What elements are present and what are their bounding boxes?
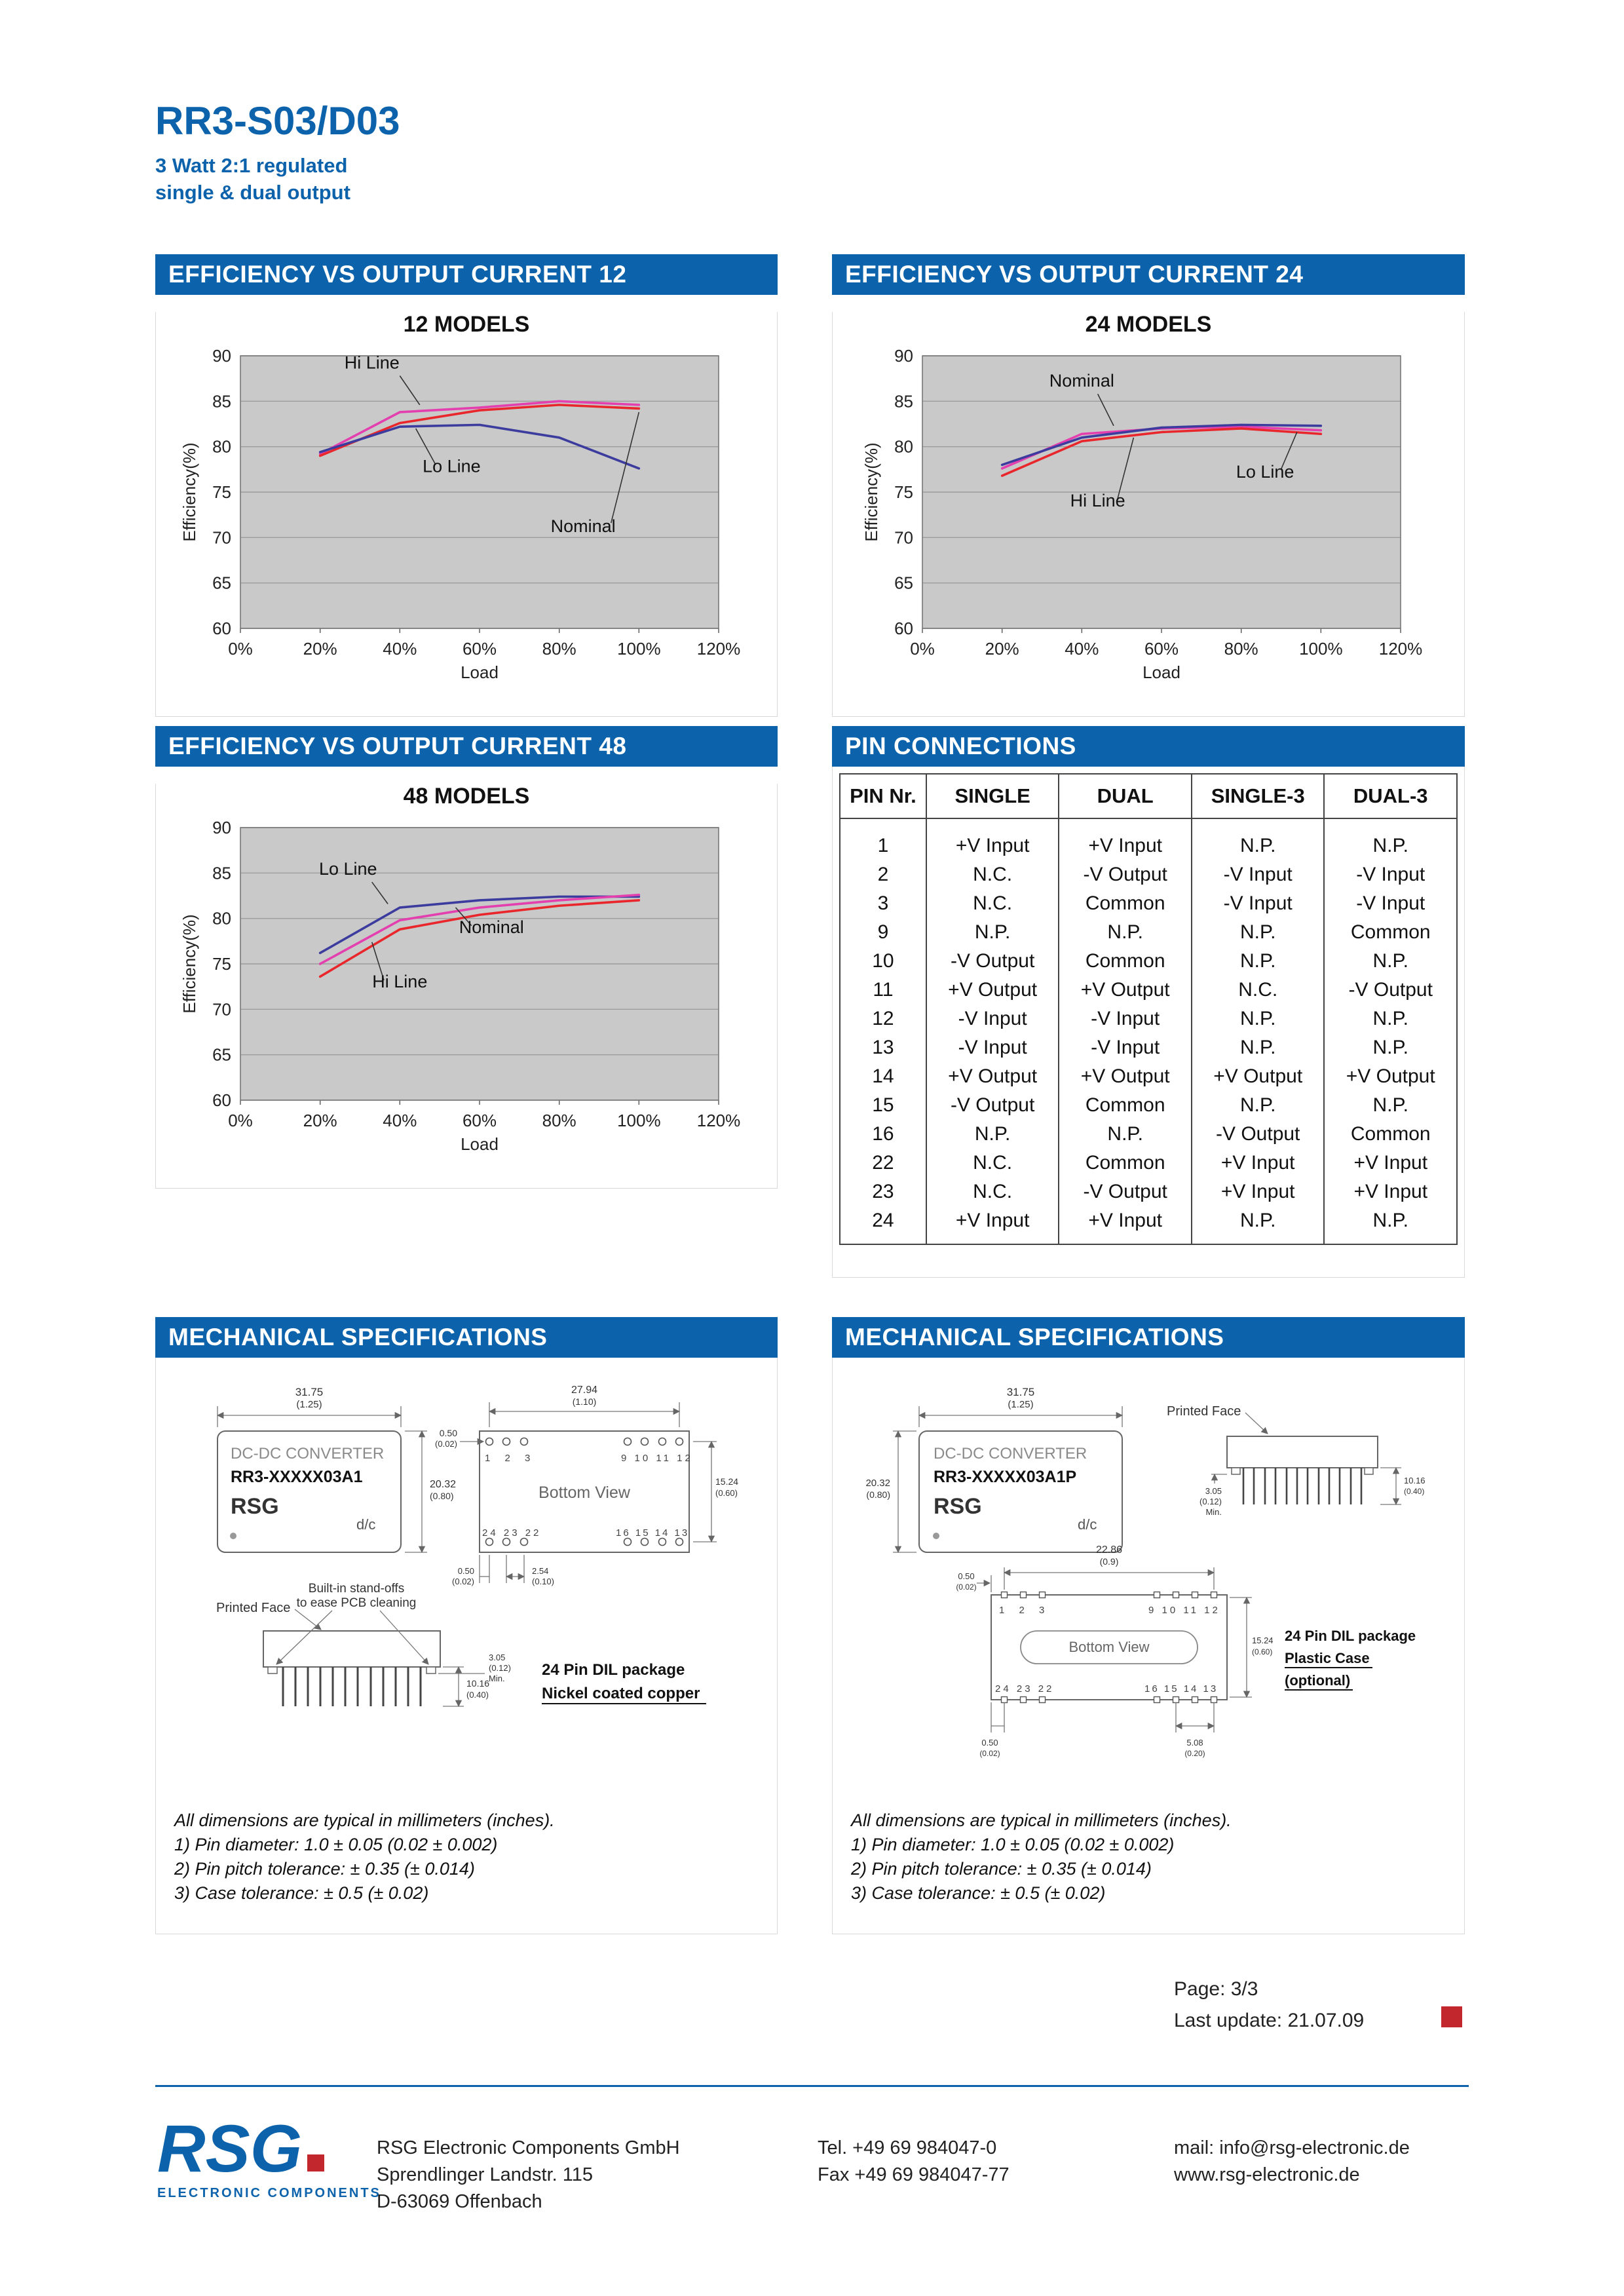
pin-table-row: 2 N.C. -V Output -V Input -V Input xyxy=(840,860,1457,889)
svg-text:Nominal: Nominal xyxy=(550,516,616,537)
note-line: 1) Pin diameter: 1.0 ± 0.05 (0.02 ± 0.002) xyxy=(174,1835,498,1854)
svg-text:100%: 100% xyxy=(1299,639,1343,659)
dim-bv-width-in: (1.10) xyxy=(572,1396,597,1407)
dim-width-mm: 31.75 xyxy=(295,1386,324,1398)
mechanical-drawing-nickel-package xyxy=(178,1379,755,1772)
dim-pin-length-mm: 10.16 xyxy=(466,1678,490,1689)
product-subtitle xyxy=(155,153,400,206)
panel-body xyxy=(832,1358,1465,1934)
dim-pin-length-in: (0.40) xyxy=(1404,1487,1425,1496)
svg-text:70: 70 xyxy=(212,527,231,548)
svg-text:65: 65 xyxy=(212,573,231,593)
pin-table-row: 12 -V Input -V Input N.P. N.P. xyxy=(840,1004,1457,1033)
svg-text:Lo Line: Lo Line xyxy=(1236,461,1294,482)
pin1-marker xyxy=(230,1533,236,1539)
svg-text:Load: Load xyxy=(461,662,499,682)
panel-header-efficiency-12: EFFICIENCY VS OUTPUT CURRENT 12 xyxy=(155,254,778,295)
dim-bv-width-mm: 27.94 xyxy=(571,1385,598,1396)
svg-text:75: 75 xyxy=(212,954,231,974)
email-link[interactable]: mail: info@rsg-electronic.de xyxy=(1174,2137,1410,2158)
svg-text:60: 60 xyxy=(212,619,231,638)
top-view xyxy=(919,1431,1122,1552)
phone-number: Tel. +49 69 984047-0 xyxy=(818,2137,997,2158)
package-caption-line2: Nickel coated copper xyxy=(542,1685,700,1702)
footer-meta xyxy=(1174,1974,1364,2037)
dim-height-mm: 20.32 xyxy=(865,1478,890,1489)
pin-table-header-cell: DUAL-3 xyxy=(1324,774,1457,818)
svg-text:100%: 100% xyxy=(617,1111,661,1130)
side-view-outline xyxy=(1227,1436,1378,1468)
dim-standoff-in: (0.12) xyxy=(1199,1497,1222,1506)
panel-pin-connections xyxy=(832,726,1465,1278)
note-line: 1) Pin diameter: 1.0 ± 0.05 (0.02 ± 0.002) xyxy=(851,1835,1175,1854)
svg-text:Load: Load xyxy=(461,1134,499,1154)
dim-height-in: (0.80) xyxy=(866,1489,890,1500)
svg-text:60: 60 xyxy=(212,1090,231,1110)
panel-efficiency-48 xyxy=(155,726,778,1189)
logo-wordmark xyxy=(157,2111,381,2186)
svg-text:90: 90 xyxy=(212,818,231,837)
svg-text:120%: 120% xyxy=(1378,639,1423,659)
note-line: 3) Case tolerance: ± 0.5 (± 0.02) xyxy=(851,1883,1106,1903)
pin-table-header-cell: SINGLE-3 xyxy=(1192,774,1325,818)
company-street: Sprendlinger Landstr. 115 xyxy=(377,2164,593,2185)
pin-numbers-top-right: 9 10 11 12 xyxy=(621,1453,693,1464)
dim-bv-height-in: (0.60) xyxy=(1252,1647,1273,1656)
standoff-note-line1: Built-in stand-offs xyxy=(308,1582,405,1596)
side-view-pins xyxy=(283,1667,421,1706)
top-view-converter-label: DC-DC CONVERTER xyxy=(231,1445,385,1463)
dim-pin-length-mm: 10.16 xyxy=(1404,1476,1426,1485)
panel-body xyxy=(155,312,778,717)
panel-header-efficiency-48: EFFICIENCY VS OUTPUT CURRENT 48 xyxy=(155,726,778,767)
top-view-dc-label: d/c xyxy=(1078,1516,1097,1533)
panel-body xyxy=(832,312,1465,717)
svg-text:Nominal: Nominal xyxy=(459,917,524,937)
top-view-brand: RSG xyxy=(934,1494,982,1519)
package-caption-line2: Plastic Case xyxy=(1285,1650,1370,1666)
svg-text:80%: 80% xyxy=(542,639,576,659)
dim-pin-length-in: (0.40) xyxy=(466,1690,489,1700)
printed-face-leader xyxy=(1245,1413,1268,1434)
svg-text:Efficiency(%): Efficiency(%) xyxy=(179,914,199,1014)
svg-text:80%: 80% xyxy=(1224,639,1258,659)
bottom-view-label: Bottom View xyxy=(538,1483,630,1502)
panel-mechanical-nickel xyxy=(155,1317,778,1934)
side-view-outline xyxy=(263,1631,440,1667)
pin-table-row: 15 -V Output Common N.P. N.P. xyxy=(840,1091,1457,1120)
svg-text:Efficiency(%): Efficiency(%) xyxy=(179,442,199,542)
svg-text:75: 75 xyxy=(212,482,231,502)
printed-face-leader xyxy=(295,1609,321,1630)
rsg-logo xyxy=(157,2111,381,2201)
dim-bv-height-mm: 15.24 xyxy=(1252,1636,1274,1645)
pin-table-row: 1 +V Input +V Input N.P. N.P. xyxy=(840,818,1457,860)
svg-text:85: 85 xyxy=(212,391,231,411)
standoff-note-line2: to ease PCB cleaning xyxy=(296,1596,417,1610)
pin-table-row: 16 N.P. N.P. -V Output Common xyxy=(840,1120,1457,1149)
dim-standoff-in: (0.12) xyxy=(489,1663,511,1673)
pin-numbers-bottom-right: 16 15 14 13 xyxy=(1144,1683,1218,1694)
dim-edge-in: (0.02) xyxy=(979,1749,1000,1758)
note-line: All dimensions are typical in millimeters (inches). xyxy=(174,1810,555,1830)
svg-text:75: 75 xyxy=(894,482,913,502)
side-view xyxy=(263,1631,440,1706)
pin-table-row: 23 N.C. -V Output +V Input +V Input xyxy=(840,1177,1457,1206)
standoff-foot-left xyxy=(1232,1468,1240,1474)
dim-bv-height-mm: 15.24 xyxy=(715,1476,739,1487)
svg-text:65: 65 xyxy=(894,573,913,593)
company-address xyxy=(377,2135,680,2215)
efficiency-chart-48 xyxy=(178,813,755,1154)
svg-text:70: 70 xyxy=(212,999,231,1020)
pin-table-row: 24 +V Input +V Input N.P. N.P. xyxy=(840,1206,1457,1244)
dim-pitch-mm: 2.54 xyxy=(532,1566,549,1576)
chart-title-12-models: 12 MODELS xyxy=(403,312,530,337)
mechanical-drawing-plastic-package xyxy=(860,1379,1437,1772)
dim-standoff-min: Min. xyxy=(1205,1507,1222,1517)
dimension-notes xyxy=(156,1808,777,1905)
pin-numbers-top-left: 1 2 3 xyxy=(485,1453,537,1464)
note-line: 2) Pin pitch tolerance: ± 0.35 (± 0.014) xyxy=(851,1859,1152,1879)
logo-text: RSG xyxy=(157,2111,303,2186)
chart-title-24-models: 24 MODELS xyxy=(1085,312,1212,337)
company-web xyxy=(1174,2135,1410,2189)
pin-numbers-bottom-left: 24 23 22 xyxy=(995,1683,1055,1694)
red-square-marker xyxy=(1441,2006,1462,2027)
panel-body xyxy=(155,1358,778,1934)
dim-width-mm: 31.75 xyxy=(1006,1386,1035,1398)
top-view-part-number: RR3-XXXXX03A1 xyxy=(231,1468,363,1486)
dim-pitch-mm: 5.08 xyxy=(1186,1738,1203,1748)
svg-text:60%: 60% xyxy=(462,639,497,659)
svg-text:0%: 0% xyxy=(228,1111,253,1130)
package-caption-line1: 24 Pin DIL package xyxy=(542,1661,685,1679)
pin-table-header-row xyxy=(840,774,1457,818)
dim-edge-mm: 0.50 xyxy=(981,1738,998,1748)
top-view xyxy=(217,1431,401,1552)
printed-face-label: Printed Face xyxy=(1167,1404,1241,1419)
last-update: Last update: 21.07.09 xyxy=(1174,2010,1365,2031)
panel-body xyxy=(832,767,1465,1278)
panel-efficiency-12 xyxy=(155,254,778,717)
svg-text:80: 80 xyxy=(894,436,913,457)
svg-text:60%: 60% xyxy=(462,1111,497,1130)
pin-connections-table xyxy=(839,773,1458,1245)
svg-text:90: 90 xyxy=(894,346,913,366)
pin-table-row: 11 +V Output +V Output N.C. -V Output xyxy=(840,976,1457,1004)
panel-header-mechanical-left: MECHANICAL SPECIFICATIONS xyxy=(155,1317,778,1358)
svg-text:Hi Line: Hi Line xyxy=(344,353,400,373)
dim-standoff-mm: 3.05 xyxy=(1205,1486,1222,1496)
panel-body xyxy=(155,784,778,1189)
pin-table-row: 22 N.C. Common +V Input +V Input xyxy=(840,1149,1457,1177)
pin-table-row: 13 -V Input -V Input N.P. N.P. xyxy=(840,1033,1457,1062)
svg-text:0%: 0% xyxy=(910,639,935,659)
chart-title-48-models: 48 MODELS xyxy=(403,784,530,809)
panel-header-mechanical-right: MECHANICAL SPECIFICATIONS xyxy=(832,1317,1465,1358)
dim-standoff-mm: 3.05 xyxy=(489,1653,506,1662)
note-line: 3) Case tolerance: ± 0.5 (± 0.02) xyxy=(174,1883,429,1903)
company-phone xyxy=(818,2135,1010,2189)
top-view-dc-label: d/c xyxy=(356,1516,376,1533)
subtitle-line-2: single & dual output xyxy=(155,180,350,204)
bottom-view-label: Bottom View xyxy=(1068,1639,1150,1655)
note-line: All dimensions are typical in millimeters (inches). xyxy=(851,1810,1232,1830)
standoff-foot-right xyxy=(1365,1468,1373,1474)
svg-text:100%: 100% xyxy=(617,639,661,659)
svg-text:Load: Load xyxy=(1142,662,1180,682)
dim-width-in: (1.25) xyxy=(296,1399,322,1410)
dim-offset-in: (0.02) xyxy=(956,1582,977,1592)
note-line: 2) Pin pitch tolerance: ± 0.35 (± 0.014) xyxy=(174,1859,475,1879)
svg-text:40%: 40% xyxy=(383,1111,417,1130)
svg-text:20%: 20% xyxy=(303,639,337,659)
svg-text:65: 65 xyxy=(212,1044,231,1065)
pin-table-header-cell: SINGLE xyxy=(926,774,1059,818)
svg-text:60%: 60% xyxy=(1144,639,1179,659)
dim-offset-in: (0.02) xyxy=(435,1439,457,1449)
svg-text:70: 70 xyxy=(894,527,913,548)
logo-red-square xyxy=(307,2154,324,2172)
svg-text:20%: 20% xyxy=(985,639,1019,659)
efficiency-chart-24 xyxy=(860,341,1437,682)
svg-text:40%: 40% xyxy=(1065,639,1099,659)
pin-table-row: 9 N.P. N.P. N.P. Common xyxy=(840,918,1457,947)
dim-offset-mm: 0.50 xyxy=(439,1428,457,1438)
svg-text:80%: 80% xyxy=(542,1111,576,1130)
panel-header-pin-connections: PIN CONNECTIONS xyxy=(832,726,1465,767)
dim-edge-mm: 0.50 xyxy=(457,1566,474,1576)
footer-divider xyxy=(155,2085,1469,2087)
pin-numbers-bottom-right: 16 15 14 13 xyxy=(616,1527,690,1539)
dim-pitch-in: (0.10) xyxy=(532,1577,554,1586)
top-view-converter-label: DC-DC CONVERTER xyxy=(934,1445,1087,1463)
svg-text:85: 85 xyxy=(894,391,913,411)
efficiency-chart-12 xyxy=(178,341,755,682)
pin-table-header-cell: PIN Nr. xyxy=(840,774,926,818)
package-caption-line1: 24 Pin DIL package xyxy=(1285,1628,1416,1644)
svg-text:40%: 40% xyxy=(383,639,417,659)
svg-text:80: 80 xyxy=(212,908,231,928)
company-name: RSG Electronic Components GmbH xyxy=(377,2137,680,2158)
top-view-brand: RSG xyxy=(231,1494,279,1519)
pin-numbers-bottom-left: 24 23 22 xyxy=(482,1527,542,1539)
svg-text:120%: 120% xyxy=(696,1111,741,1130)
pin-numbers-top-left: 1 2 3 xyxy=(999,1605,1051,1616)
svg-text:Hi Line: Hi Line xyxy=(372,972,428,992)
svg-text:Efficiency(%): Efficiency(%) xyxy=(861,442,881,542)
pin-table-row: 14 +V Output +V Output +V Output +V Output xyxy=(840,1062,1457,1091)
package-caption-line3: (optional) xyxy=(1285,1672,1351,1689)
svg-text:0%: 0% xyxy=(228,639,253,659)
dim-bv-width-mm: 22.86 xyxy=(1095,1544,1123,1556)
subtitle-line-1: 3 Watt 2:1 regulated xyxy=(155,154,348,177)
bottom-view xyxy=(991,1592,1227,1703)
doc-header xyxy=(155,98,400,206)
logo-subtext: ELECTRONIC COMPONENTS xyxy=(157,2186,381,2200)
standoff-foot-right xyxy=(426,1667,436,1674)
dim-pitch-in: (0.20) xyxy=(1184,1749,1205,1758)
pin-table-row: 10 -V Output Common N.P. N.P. xyxy=(840,947,1457,976)
dimension-notes xyxy=(833,1808,1464,1905)
dim-width-in: (1.25) xyxy=(1008,1399,1034,1410)
company-city: D-63069 Offenbach xyxy=(377,2191,542,2212)
svg-text:Lo Line: Lo Line xyxy=(423,456,481,476)
svg-text:80: 80 xyxy=(212,436,231,457)
panel-header-efficiency-24: EFFICIENCY VS OUTPUT CURRENT 24 xyxy=(832,254,1465,295)
dim-height-in: (0.80) xyxy=(430,1491,454,1501)
dim-offset-mm: 0.50 xyxy=(958,1571,975,1581)
svg-text:Hi Line: Hi Line xyxy=(1070,491,1125,511)
svg-text:90: 90 xyxy=(212,346,231,366)
svg-text:20%: 20% xyxy=(303,1111,337,1130)
fax-number: Fax +49 69 984047-77 xyxy=(818,2164,1010,2185)
svg-text:60: 60 xyxy=(894,619,913,638)
dim-bv-height-in: (0.60) xyxy=(715,1488,738,1498)
pin-table-body xyxy=(840,818,1457,1244)
svg-text:85: 85 xyxy=(212,863,231,883)
svg-text:Nominal: Nominal xyxy=(1049,371,1114,391)
printed-face-label: Printed Face xyxy=(216,1601,291,1615)
svg-text:Lo Line: Lo Line xyxy=(318,859,377,879)
pin-table-header-cell: DUAL xyxy=(1059,774,1192,818)
dim-edge-in: (0.02) xyxy=(452,1577,474,1586)
side-view-pins xyxy=(1243,1468,1361,1504)
website-link[interactable]: www.rsg-electronic.de xyxy=(1174,2164,1360,2185)
side-view xyxy=(1227,1436,1378,1504)
pin-table-row: 3 N.C. Common -V Input -V Input xyxy=(840,889,1457,918)
pin1-marker xyxy=(933,1533,939,1539)
bottom-view xyxy=(480,1431,693,1552)
svg-text:120%: 120% xyxy=(696,639,741,659)
dim-height-mm: 20.32 xyxy=(430,1479,457,1490)
top-view-part-number: RR3-XXXXX03A1P xyxy=(934,1468,1077,1486)
product-title: RR3-S03/D03 xyxy=(155,99,400,143)
panel-efficiency-24 xyxy=(832,254,1465,717)
page-number: Page: 3/3 xyxy=(1174,1978,1258,2000)
pin-numbers-top-right: 9 10 11 12 xyxy=(1148,1605,1220,1616)
panel-mechanical-plastic xyxy=(832,1317,1465,1934)
dim-bv-width-in: (0.9) xyxy=(1099,1556,1119,1567)
standoff-foot-left xyxy=(268,1667,277,1674)
dim-standoff-min: Min. xyxy=(489,1674,505,1683)
